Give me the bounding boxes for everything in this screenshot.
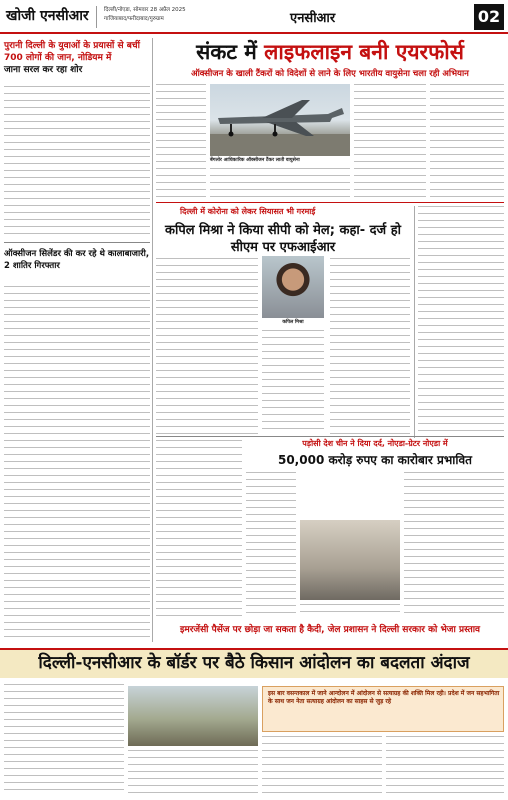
main-headline	[156, 38, 504, 66]
issue-meta	[104, 6, 274, 24]
masthead-divider	[96, 6, 97, 28]
main-col-3	[354, 84, 426, 200]
left-lower-story	[156, 440, 242, 616]
issue-date: दिल्ली/नोएडा, सोमवार 28 अप्रैल 2025	[104, 7, 186, 13]
main-bottom-rule	[156, 202, 504, 203]
main-headline-red: लाइफलाइन बनी एयरफोर्स	[264, 40, 464, 64]
farmers-quote: इस बार वसन्तकाल में जाने आन्दोलन में आंदोलन से सत्याग्रह की शक्ति मिल रही। प्रदेश में जन सहभागिता के साथ जन नेता सत्याग्रह आंदोलन का साहस से जुड़ रहे	[268, 690, 500, 705]
page-number: 02	[474, 4, 504, 30]
left-story-body	[4, 86, 150, 238]
noida-col-2	[300, 604, 400, 616]
kapil-mishra-photo	[262, 256, 324, 318]
left-headline-red: पुरानी दिल्ली के युवाओं के प्रयासों से बचीं 700 लोगों की जान, नोडियम में	[4, 41, 140, 63]
left-headline-black: जाना सरल कर रहा शोर	[4, 65, 83, 75]
aircraft-photo	[210, 84, 350, 156]
kapil-headline: कपिल मिश्रा ने किया सीपी को मेल; कहा- दर्ज हो सीएम पर एफआईआर	[165, 223, 401, 255]
main-col-4	[430, 84, 504, 200]
aircraft-caption: बेंगलोर आधिकारिक ऑक्सीजन टैंकर लाती वायुसेना	[210, 158, 300, 163]
farmers-col-3	[262, 736, 382, 796]
noida-top-rule	[156, 436, 504, 437]
noida-headline: 50,000 करोड़ रुपए का कारोबार प्रभावित	[277, 453, 472, 467]
main-col-1	[156, 84, 206, 200]
kapil-kicker: दिल्ली में कोरोना को लेकर सियासत भी गरमाई	[180, 207, 316, 216]
left-story-2-body	[4, 286, 150, 640]
farmers-col-1	[4, 684, 124, 796]
kapil-col-2	[262, 330, 324, 434]
left-divider	[4, 242, 150, 243]
factory-photo	[300, 520, 400, 600]
kapil-col-1	[156, 258, 258, 434]
issue-editions: गाजियाबाद/फरीदाबाद/गुरुग्राम	[104, 16, 164, 22]
right-column-rule	[414, 206, 415, 438]
newspaper-brand: खोजी एनसीआर	[6, 8, 89, 24]
left-story	[4, 40, 150, 76]
noida-col-3	[404, 472, 504, 616]
farmers-headline: दिल्ली-एनसीआर के बॉर्डर पर बैठे किसान आंदोलन का बदलता अंदाज	[38, 653, 470, 673]
main-subheadline: ऑक्सीजन के खाली टैंकरों को विदेशों से लाने के लिए भारतीय वायुसेना चला रही अभियान	[191, 69, 469, 79]
main-col-2	[210, 168, 350, 200]
aircraft-icon	[210, 84, 350, 156]
farmers-col-4	[386, 736, 504, 796]
farmers-protest-photo	[128, 686, 258, 746]
kapil-col-3	[330, 258, 410, 434]
left-second-headline: ऑक्सीजन सिलेंडर की कर रहे थे कालाबाजारी, 2 शातिर गिरफ्तार	[4, 249, 150, 271]
section-label: एनसीआर	[290, 11, 336, 26]
right-story-body	[418, 206, 504, 434]
main-headline-black: संकट में	[196, 40, 257, 64]
jail-headline: इमरजेंसी पैसेंज पर छोड़ा जा सकता है कैदी, जेल प्रशासन ने दिल्ली सरकार को भेजा प्रस्ताव	[179, 625, 481, 635]
noida-kicker: पड़ोसी देश चीन ने दिया दर्द, नोएडा-ग्रेटर नोएडा में	[302, 439, 448, 448]
noida-col-1	[246, 472, 296, 616]
left-story-2	[4, 248, 150, 272]
column-rule	[152, 38, 153, 642]
kapil-photo-caption: कपिल मिश्रा	[282, 320, 304, 325]
farmers-col-2	[128, 750, 258, 796]
